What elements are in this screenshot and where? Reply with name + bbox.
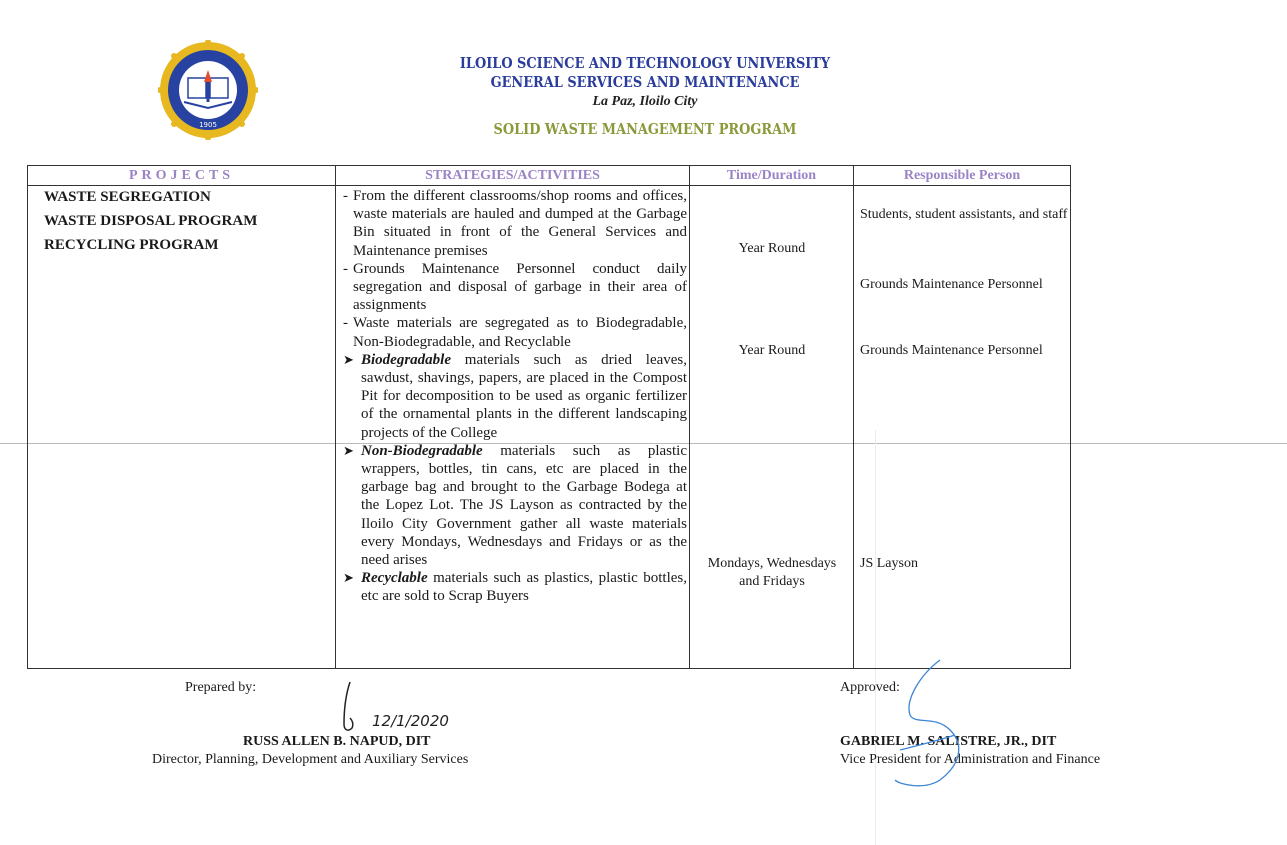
handwritten-date: 12/1/2020	[372, 712, 449, 730]
responsible-cell: Grounds Maintenance Personnel	[860, 343, 1043, 358]
bullet-term: Recyclable	[361, 570, 428, 587]
bullet-text: materials such as dried leaves, sawdust, shavings, papers, are placed in the Compost Pit for decomposition to be used as organic fertilizer of the ornamental plants in the different landscaping projects of the College	[361, 351, 687, 441]
column-divider	[689, 166, 690, 668]
prepared-by-name: RUSS ALLEN B. NAPUD, DIT	[243, 734, 431, 749]
header-projects: PROJECTS	[128, 168, 235, 183]
strategies-column	[343, 187, 687, 606]
responsible-cell: JS Layson	[860, 556, 918, 571]
time-line: Mondays, Wednesdays	[707, 556, 837, 571]
strategy-bullet	[343, 442, 687, 569]
header-responsible: Responsible Person	[903, 168, 1021, 183]
strategy-text: Grounds Maintenance Personnel conduct daily segregation and disposal of garbage in their area of assignments	[353, 260, 687, 314]
prepared-by-title: Director, Planning, Development and Auxiliary Services	[152, 752, 469, 767]
header-strategies: STRATEGIES/ACTIVITIES	[425, 168, 600, 183]
strategy-item: - Grounds Maintenance Personnel conduct daily segregation and disposal of garbage in their area of assignments	[343, 260, 687, 314]
project-item: WASTE SEGREGATION	[44, 189, 211, 205]
arrow-bullet-icon: ➤	[343, 570, 354, 586]
approved-by-name: GABRIEL M. SALISTRE, JR., DIT	[840, 734, 1057, 749]
bullet-term: Biodegradable	[361, 351, 451, 368]
responsible-cell: Students, student assistants, and staff	[860, 207, 1068, 222]
column-divider	[853, 166, 854, 668]
project-item: RECYCLING PROGRAM	[44, 237, 219, 253]
arrow-bullet-icon: ➤	[343, 351, 354, 367]
strategy-item: - From the different classrooms/shop rooms and offices, waste materials are hauled and dumped at the Garbage Bin situated in front of the General Services and Maintenance premises	[343, 188, 687, 259]
city-name: La Paz, Iloilo City	[592, 94, 698, 109]
header-time: Time/Duration	[726, 168, 817, 183]
time-cell	[691, 555, 853, 591]
seal-year: 1905	[199, 121, 217, 129]
projects-list	[44, 185, 257, 257]
approved-label: Approved:	[840, 680, 900, 695]
responsible-cell: Grounds Maintenance Personnel	[860, 277, 1043, 292]
office-name: GENERAL SERVICES AND MAINTENANCE	[490, 73, 800, 91]
bullet-term: Non-Biodegradable	[361, 442, 483, 459]
document-header	[395, 54, 895, 138]
time-line: and Fridays	[739, 574, 805, 589]
university-seal-icon	[158, 40, 258, 140]
strategy-item: - Waste materials are segregated as to Biodegradable, Non-Biodegradable, and Recyclable	[343, 315, 687, 350]
project-item: WASTE DISPOSAL PROGRAM	[44, 213, 258, 229]
time-cell: Year Round	[738, 241, 806, 256]
strategy-bullet	[343, 351, 687, 442]
bullet-text: materials such as plastics, plastic bottles, etc are sold to Scrap Buyers	[361, 570, 687, 605]
bullet-text: materials such as plastic wrappers, bottles, tin cans, etc are placed in the garbage bag and brought to the Garbage Bodega at the Lopez Lot. The JS Layson as contracted by the Iloilo City Government gather all waste materials every Mondays, Wednesdays and Fridays or as the need arises	[361, 442, 687, 569]
strategy-text: Waste materials are segregated as to Biodegradable, Non-Biodegradable, and Recyclable	[353, 315, 687, 350]
column-divider	[335, 166, 336, 668]
program-table	[27, 165, 1071, 669]
university-name: ILOILO SCIENCE AND TECHNOLOGY UNIVERSITY	[459, 54, 831, 72]
approved-by-title: Vice President for Administration and Finance	[840, 752, 1101, 767]
program-title: SOLID WASTE MANAGEMENT PROGRAM	[493, 120, 797, 138]
time-cell: Year Round	[738, 343, 806, 358]
signature-scribble-icon	[880, 655, 980, 795]
prepared-by-label: Prepared by:	[185, 680, 257, 695]
arrow-bullet-icon: ➤	[343, 442, 354, 458]
strategy-text: From the different classrooms/shop rooms and offices, waste materials are hauled and dumped at the Garbage Bin situated in front of the General Services and Maintenance premises	[353, 188, 687, 259]
strategy-bullet	[343, 569, 687, 605]
signature-mark-icon	[338, 680, 360, 738]
